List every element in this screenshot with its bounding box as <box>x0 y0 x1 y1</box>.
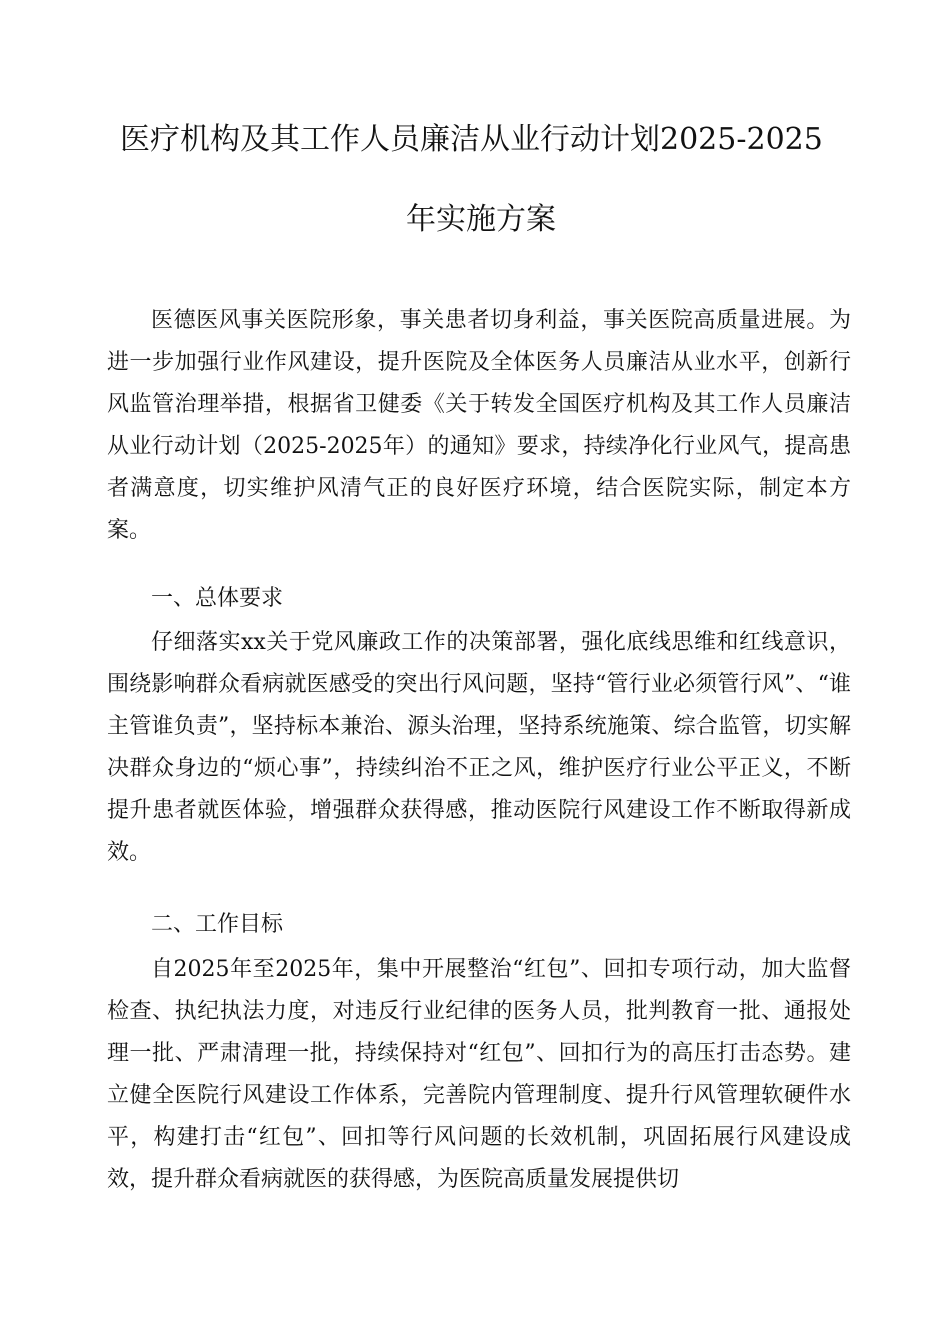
document-title-line-2: 年实施方案 <box>406 202 556 237</box>
section-heading-general-requirements: 一、总体要求 <box>151 586 284 611</box>
section-heading-work-goals: 二、工作目标 <box>151 912 284 937</box>
intro-paragraph: 医德医风事关医院形象，事关患者切身利益，事关医院高质量进展。为进一步加强行业作风建设，提升医院及全体医务人员廉洁从业水平，创新行风监管治理举措，根据省卫健委《关于转发全国医疗机构及其工作人员廉洁从业行动计划（2025-2025年）的通知》要求，持续净化行业风气，提高患者满意度，切实维护风清气正的良好医疗环境，结合医院实际，制定本方案。 <box>107 308 851 543</box>
section-body-work-goals: 自2025年至2025年，集中开展整治“红包”、回扣专项行动，加大监督检查、执纪执法力度，对违反行业纪律的医务人员，批判教育一批、通报处理一批、严肃清理一批，持续保持对“红包”、回扣行为的高压打击态势。建立健全医院行风建设工作体系，完善院内管理制度、提升行风管理软硬件水平，构建打击“红包”、回扣等行风问题的长效机制，巩固拓展行风建设成效，提升群众看病就医的获得感，为医院高质量发展提供切 <box>107 957 851 1192</box>
document-title-line-1: 医疗机构及其工作人员廉洁从业行动计划2025-2025 <box>120 122 823 157</box>
section-body-general-requirements: 仔细落实xx关于党风廉政工作的决策部署，强化底线思维和红线意识，围绕影响群众看病就医感受的突出行风问题，坚持“管行业必须管行风”、“谁主管谁负责”，坚持标本兼治、源头治理，坚持系统施策、综合监管，切实解决群众身边的“烦心事”，持续纠治不正之风，维护医疗行业公平正义，不断提升患者就医体验，增强群众获得感，推动医院行风建设工作不断取得新成效。 <box>107 630 851 865</box>
